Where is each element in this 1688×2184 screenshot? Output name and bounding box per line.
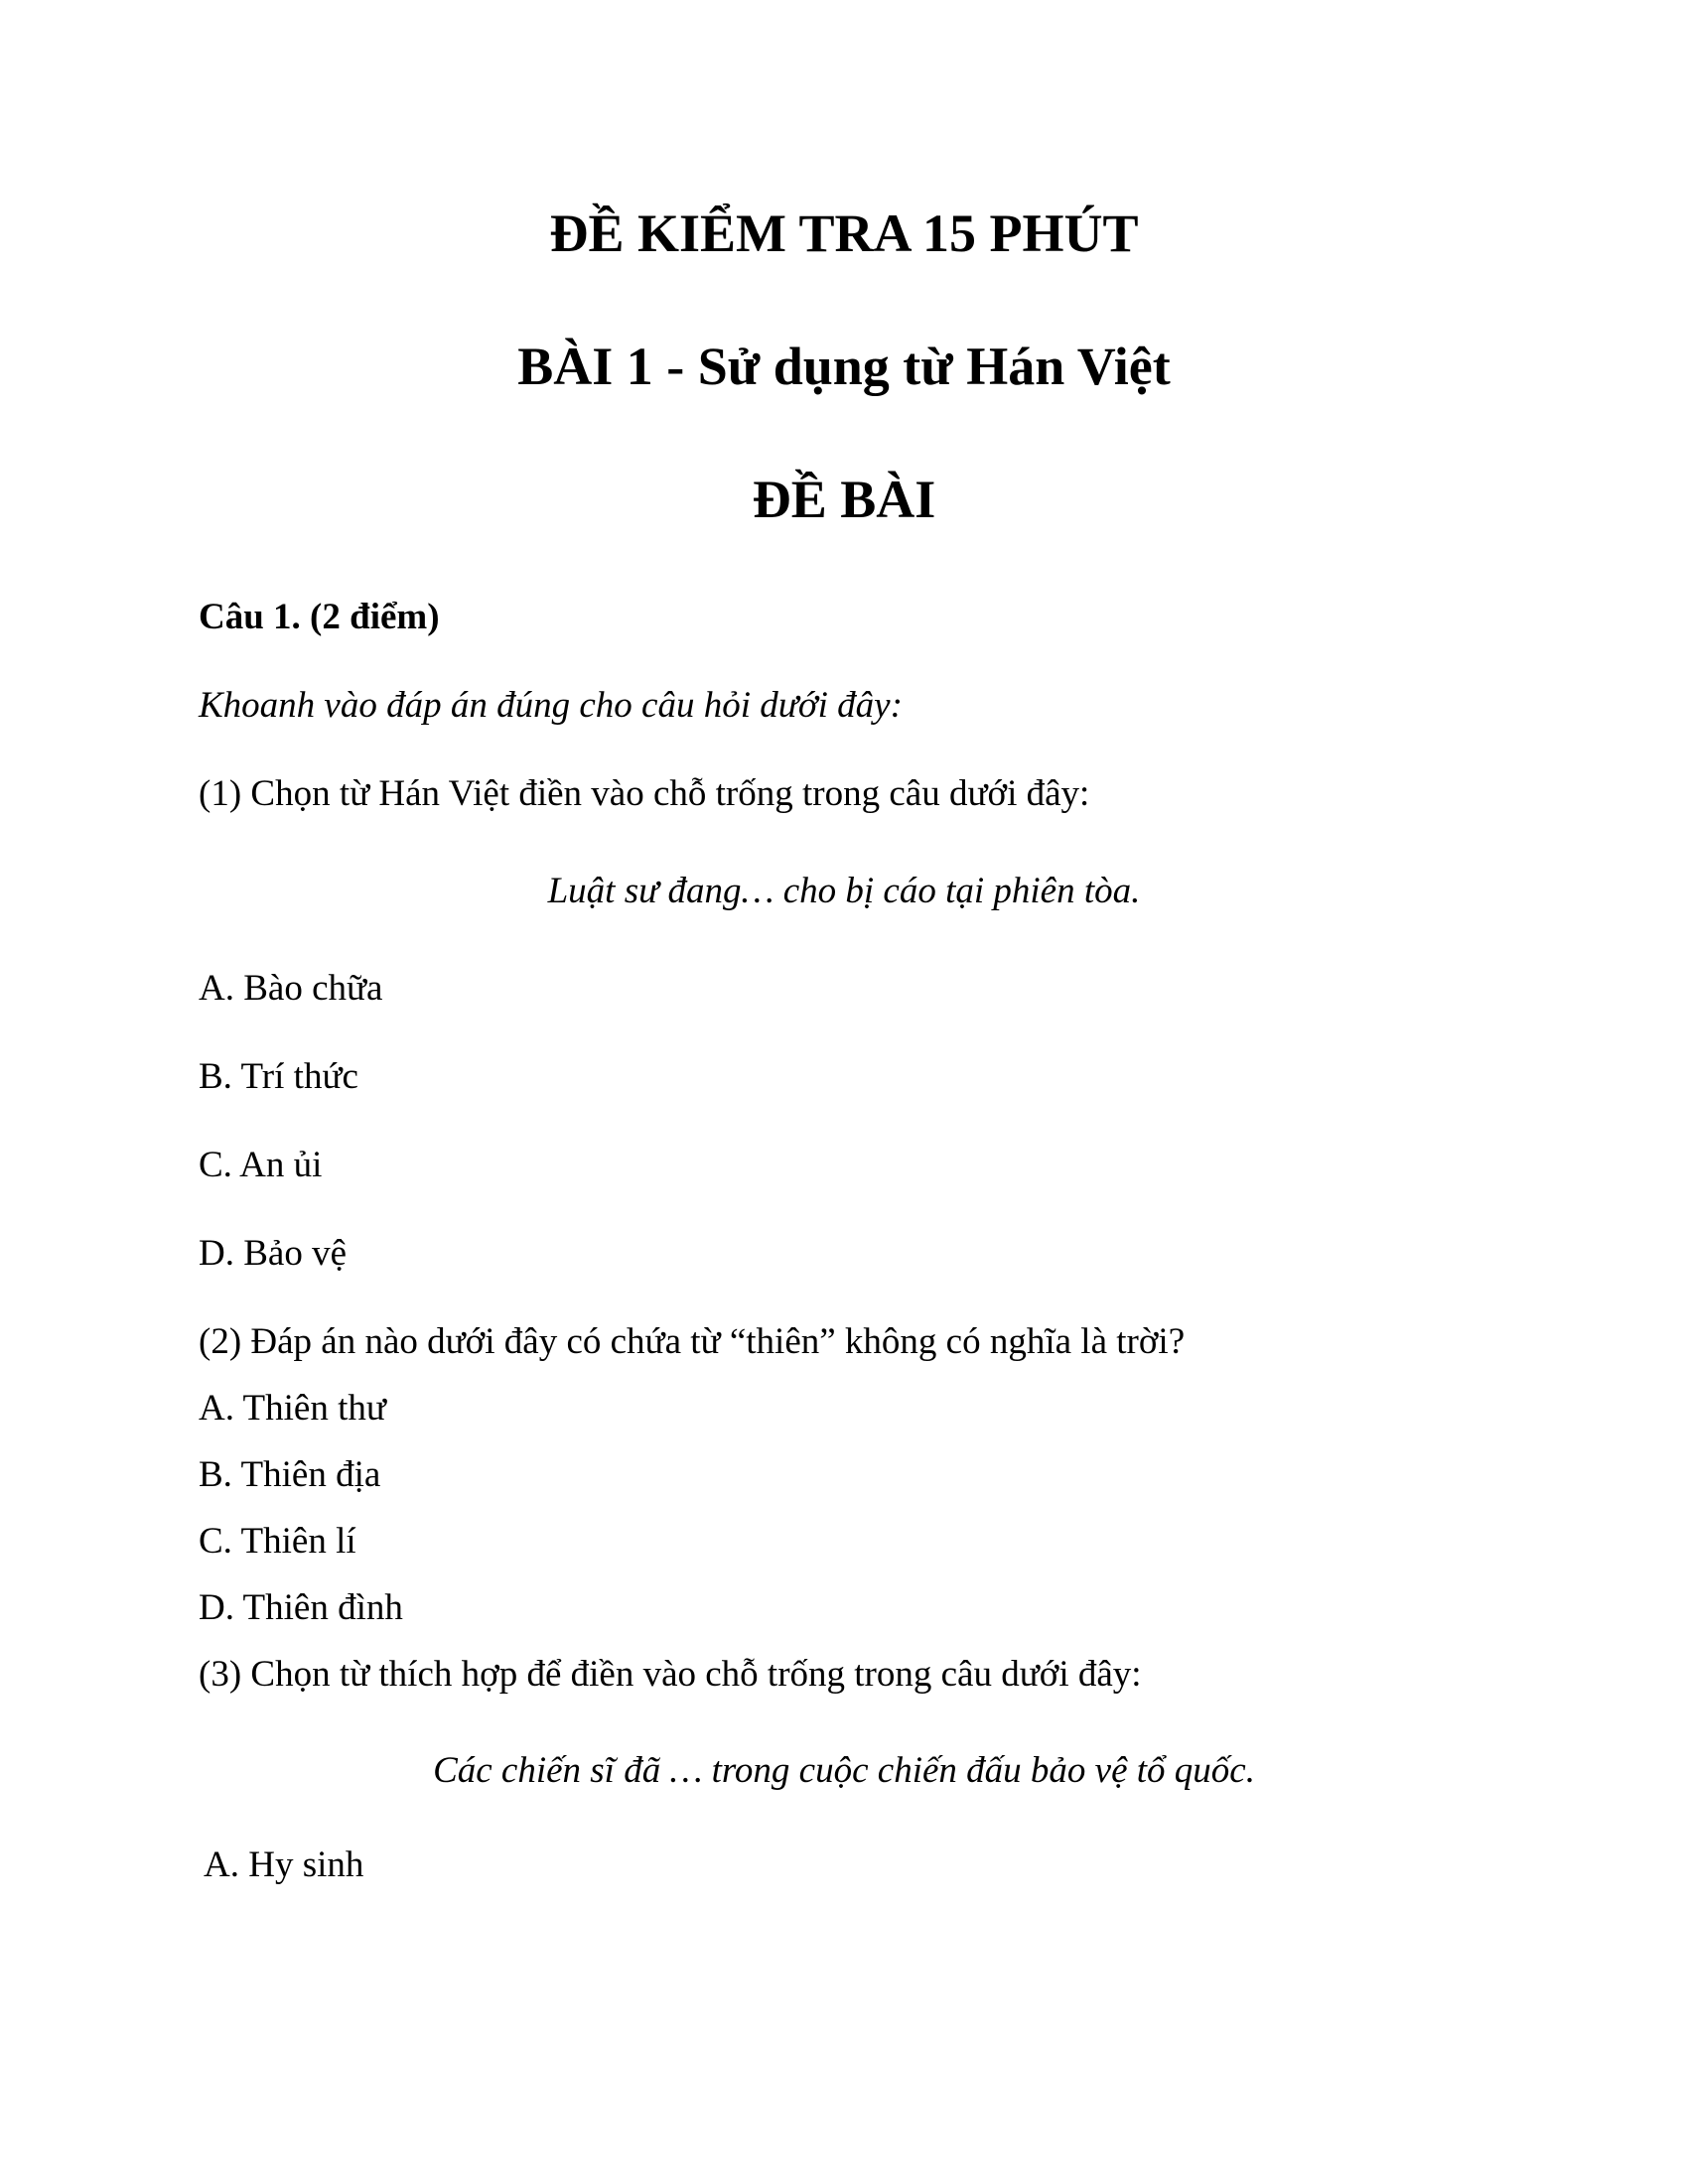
part-3-option-a: A. Hy sinh: [204, 1844, 364, 1885]
part-3-prompt: (3) Chọn từ thích hợp để điền vào chỗ trống trong câu dưới đây:: [199, 1654, 1142, 1695]
lesson-title: BÀI 1 - Sử dụng từ Hán Việt: [517, 337, 1171, 396]
part-1-option-a: A. Bào chữa: [199, 968, 383, 1009]
question-1-heading: Câu 1. (2 điểm): [199, 597, 440, 637]
section-heading: ĐỀ BÀI: [752, 470, 936, 529]
part-2-option-b: B. Thiên địa: [199, 1454, 381, 1495]
part-1-prompt: (1) Chọn từ Hán Việt điền vào chỗ trống trong câu dưới đây:: [199, 773, 1090, 814]
part-1-sentence: Luật sư đang… cho bị cáo tại phiên tòa.: [547, 871, 1141, 911]
part-1-option-b: B. Trí thức: [199, 1056, 358, 1097]
part-2-option-d: D. Thiên đình: [199, 1587, 403, 1628]
document-title: ĐỀ KIỂM TRA 15 PHÚT: [549, 204, 1139, 263]
part-1-option-d: D. Bảo vệ: [199, 1233, 347, 1274]
part-2-prompt: (2) Đáp án nào dưới đây có chứa từ “thiên” không có nghĩa là trời?: [199, 1321, 1186, 1362]
part-2-option-c: C. Thiên lí: [199, 1521, 356, 1562]
question-1-instruction: Khoanh vào đáp án đúng cho câu hỏi dưới đây:: [199, 685, 903, 726]
part-3-sentence: Các chiến sĩ đã … trong cuộc chiến đấu bảo vệ tổ quốc.: [433, 1750, 1255, 1791]
part-2-option-a: A. Thiên thư: [199, 1388, 386, 1429]
part-1-option-c: C. An ủi: [199, 1145, 323, 1185]
